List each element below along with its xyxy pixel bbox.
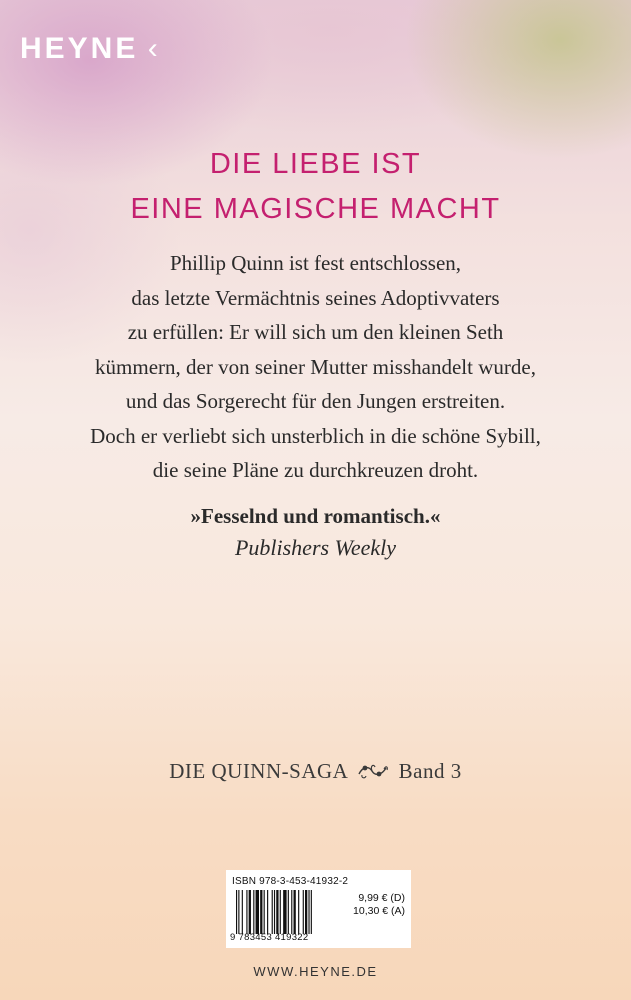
floral-ornament-icon bbox=[357, 761, 389, 779]
barcode-digits: 9 783453 419322 bbox=[230, 932, 309, 943]
barcode-bar bbox=[280, 890, 281, 934]
headline-line-2: EINE MAGISCHE MACHT bbox=[130, 193, 501, 225]
review-source: Publishers Weekly bbox=[234, 535, 397, 560]
price-block bbox=[350, 892, 405, 918]
barcode-bar bbox=[242, 890, 243, 934]
blurb-text bbox=[0, 246, 631, 488]
blurb-line: die seine Pläne zu durchkreuzen droht. bbox=[152, 458, 479, 482]
series-name: DIE QUINN-SAGA bbox=[169, 759, 348, 783]
publisher-logo-text: HEYNE bbox=[20, 32, 139, 65]
barcode-label bbox=[226, 870, 411, 948]
barcode-bar bbox=[260, 890, 262, 934]
barcode-bar bbox=[291, 890, 292, 934]
barcode-bars bbox=[236, 890, 342, 934]
barcode-bar bbox=[249, 890, 251, 934]
barcode-bar bbox=[305, 890, 307, 934]
blurb-line: und das Sorgerecht für den Jungen erstreiten. bbox=[125, 389, 506, 413]
price-austria: 10,30 € (A) bbox=[353, 905, 405, 917]
headline bbox=[0, 142, 631, 232]
barcode-bar bbox=[264, 890, 265, 934]
blurb-line: zu erfüllen: Er will sich um den kleinen Seth bbox=[127, 320, 504, 344]
blurb-line: Doch er verliebt sich unsterblich in die schöne Sybill, bbox=[90, 423, 541, 448]
review-quote bbox=[0, 500, 631, 564]
barcode-bar bbox=[236, 890, 237, 934]
blurb-line: das letzte Vermächtnis seines Adoptivvaters bbox=[131, 285, 500, 310]
barcode-bar bbox=[308, 890, 309, 934]
publisher-logo bbox=[20, 32, 161, 66]
barcode-bar bbox=[298, 890, 299, 934]
headline-line-1: DIE LIEBE IST bbox=[209, 148, 422, 180]
series-info bbox=[0, 759, 631, 784]
publisher-logo-mark: ‹ bbox=[147, 32, 161, 65]
barcode-bar bbox=[253, 890, 254, 934]
barcode-bar bbox=[288, 890, 289, 934]
barcode-bar bbox=[256, 890, 259, 934]
review-quote-text: »Fesselnd und romantisch.« bbox=[190, 504, 441, 528]
price-germany: 9,99 € (D) bbox=[358, 892, 405, 904]
barcode-bar bbox=[294, 890, 296, 934]
blurb-line: Phillip Quinn ist fest entschlossen, bbox=[169, 251, 462, 275]
barcode-bar bbox=[274, 890, 275, 934]
barcode-bar bbox=[303, 890, 304, 934]
barcode-bar bbox=[246, 890, 247, 934]
barcode-bar bbox=[267, 890, 268, 934]
isbn-text: ISBN 978-3-453-41932-2 bbox=[232, 876, 349, 887]
barcode-bar bbox=[283, 890, 286, 934]
blurb-line: kümmern, der von seiner Mutter misshandelt wurde, bbox=[95, 354, 536, 379]
barcode-bar bbox=[238, 890, 239, 934]
publisher-website: WWW.HEYNE.DE bbox=[253, 964, 378, 979]
barcode-bar bbox=[276, 890, 278, 934]
barcode-bar bbox=[311, 890, 312, 934]
barcode-bar bbox=[272, 890, 273, 934]
series-volume: Band 3 bbox=[398, 759, 462, 783]
